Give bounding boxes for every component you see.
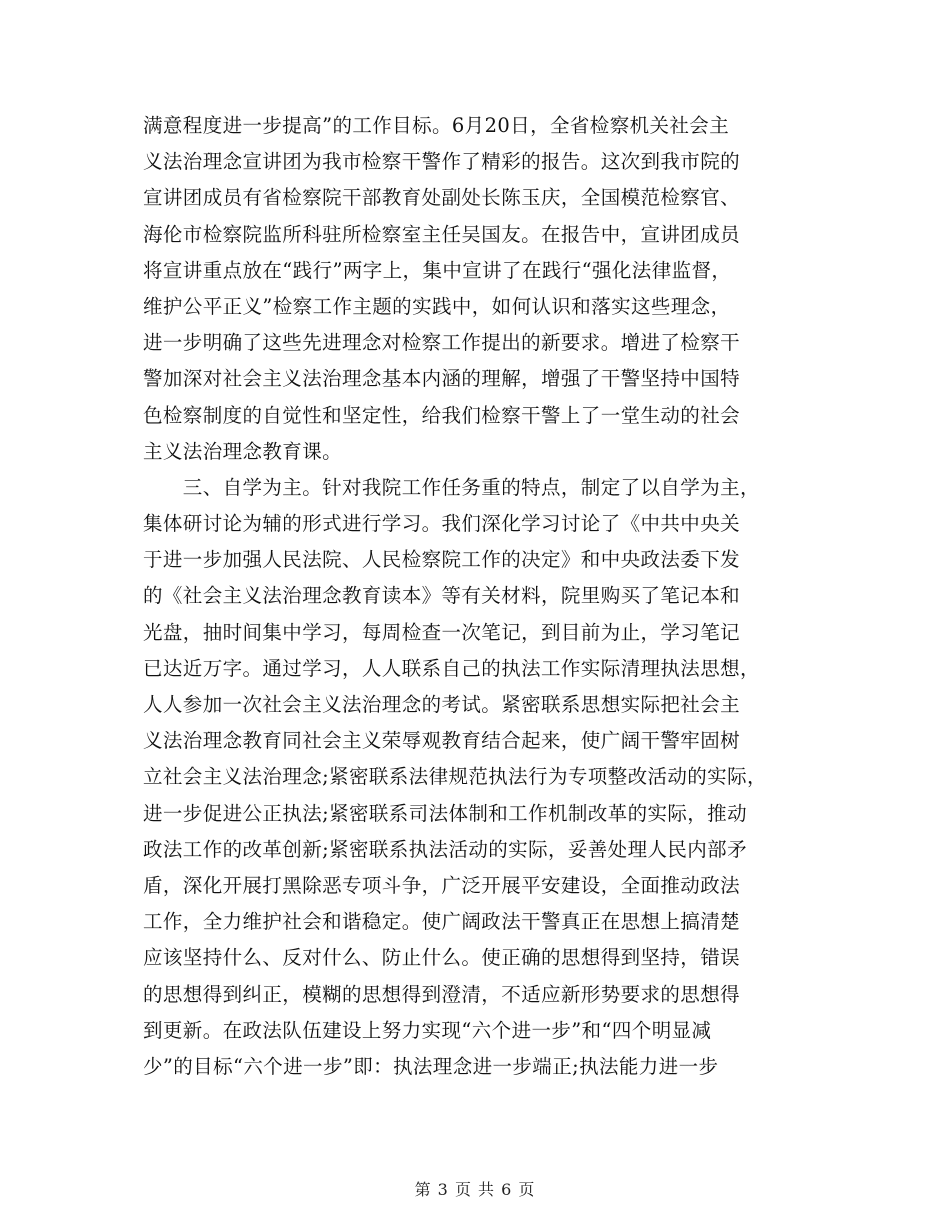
text-line: 主义法治理念教育课。 [143,439,343,463]
text-line: 的《社会主义法治理念教育读本》等有关材料，院里购买了笔记本和 [143,584,741,608]
text-line: 集体研讨论为辅的形式进行学习。我们深化学习讨论了《中共中央关 [143,512,741,536]
text-line: 维护公平正义”检察工作主题的实践中，如何认识和落实这些理念， [143,294,731,318]
text-line: 到更新。在政法队伍建设上努力实现“六个进一步”和“四个明显减 [143,1018,712,1042]
text-line: 义法治理念教育同社会主义荣辱观教育结合起来，使广阔干警牢固树 [143,729,741,753]
text-line: 海伦市检察院监所科驻所检察室主任吴国友。在报告中，宣讲团成员 [143,222,741,246]
text-line: 于进一步加强人民法院、人民检察院工作的决定》和中央政法委下发 [143,548,741,572]
text-line: 应该坚持什么、反对什么、防止什么。使正确的思想得到坚持，错误 [143,946,741,970]
text-line: 立社会主义法治理念;紧密联系法律规范执法行为专项整改活动的实际， [143,765,767,789]
text-line: 已达近万字。通过学习，人人联系自己的执法工作实际清理执法思想， [143,656,760,680]
text-line: 将宣讲重点放在“践行”两字上，集中宣讲了在践行“强化法律监督， [143,258,732,282]
text-line: 色检察制度的自觉性和坚定性，给我们检察干警上了一堂生动的社会 [143,403,741,427]
text-line: 进一步明确了这些先进理念对检察工作提出的新要求。增进了检察干 [143,331,741,355]
text-line: 盾，深化开展打黑除恶专项斗争，广泛开展平安建设，全面推动政法 [143,873,741,897]
text-line: 宣讲团成员有省检察院干部教育处副处长陈玉庆，全国模范检察官、 [143,186,741,210]
text-line: 进一步促进公正执法;紧密联系司法体制和工作机制改革的实际，推动 [143,801,747,825]
text-line: 的思想得到纠正，模糊的思想得到澄清，不适应新形势要求的思想得 [143,982,741,1006]
text-line: 政法工作的改革创新;紧密联系执法活动的实际，妥善处理人民内部矛 [143,837,747,861]
text-line: 义法治理念宣讲团为我市检察干警作了精彩的报告。这次到我市院的 [143,150,741,174]
text-line: 光盘，抽时间集中学习，每周检查一次笔记，到目前为止，学习笔记 [143,620,741,644]
body-text [143,108,803,1085]
section-heading-line: 三、自学为主。针对我院工作任务重的特点，制定了以自学为主， [143,475,760,499]
text-line: 满意程度进一步提高”的工作目标。6月20日，全省检察机关社会主 [143,114,730,137]
page-number-footer: 第 3 页 共 6 页 [414,1180,536,1199]
text-line: 警加深对社会主义法治理念基本内涵的理解，增强了干警坚持中国特 [143,367,741,391]
text-line: 人人参加一次社会主义法治理念的考试。紧密联系思想实际把社会主 [143,693,741,716]
text-line: 少”的目标“六个进一步”即：执法理念进一步端正;执法能力进一步 [143,1054,719,1078]
text-line: 工作，全力维护社会和谐稳定。使广阔政法干警真正在思想上搞清楚 [143,910,741,934]
